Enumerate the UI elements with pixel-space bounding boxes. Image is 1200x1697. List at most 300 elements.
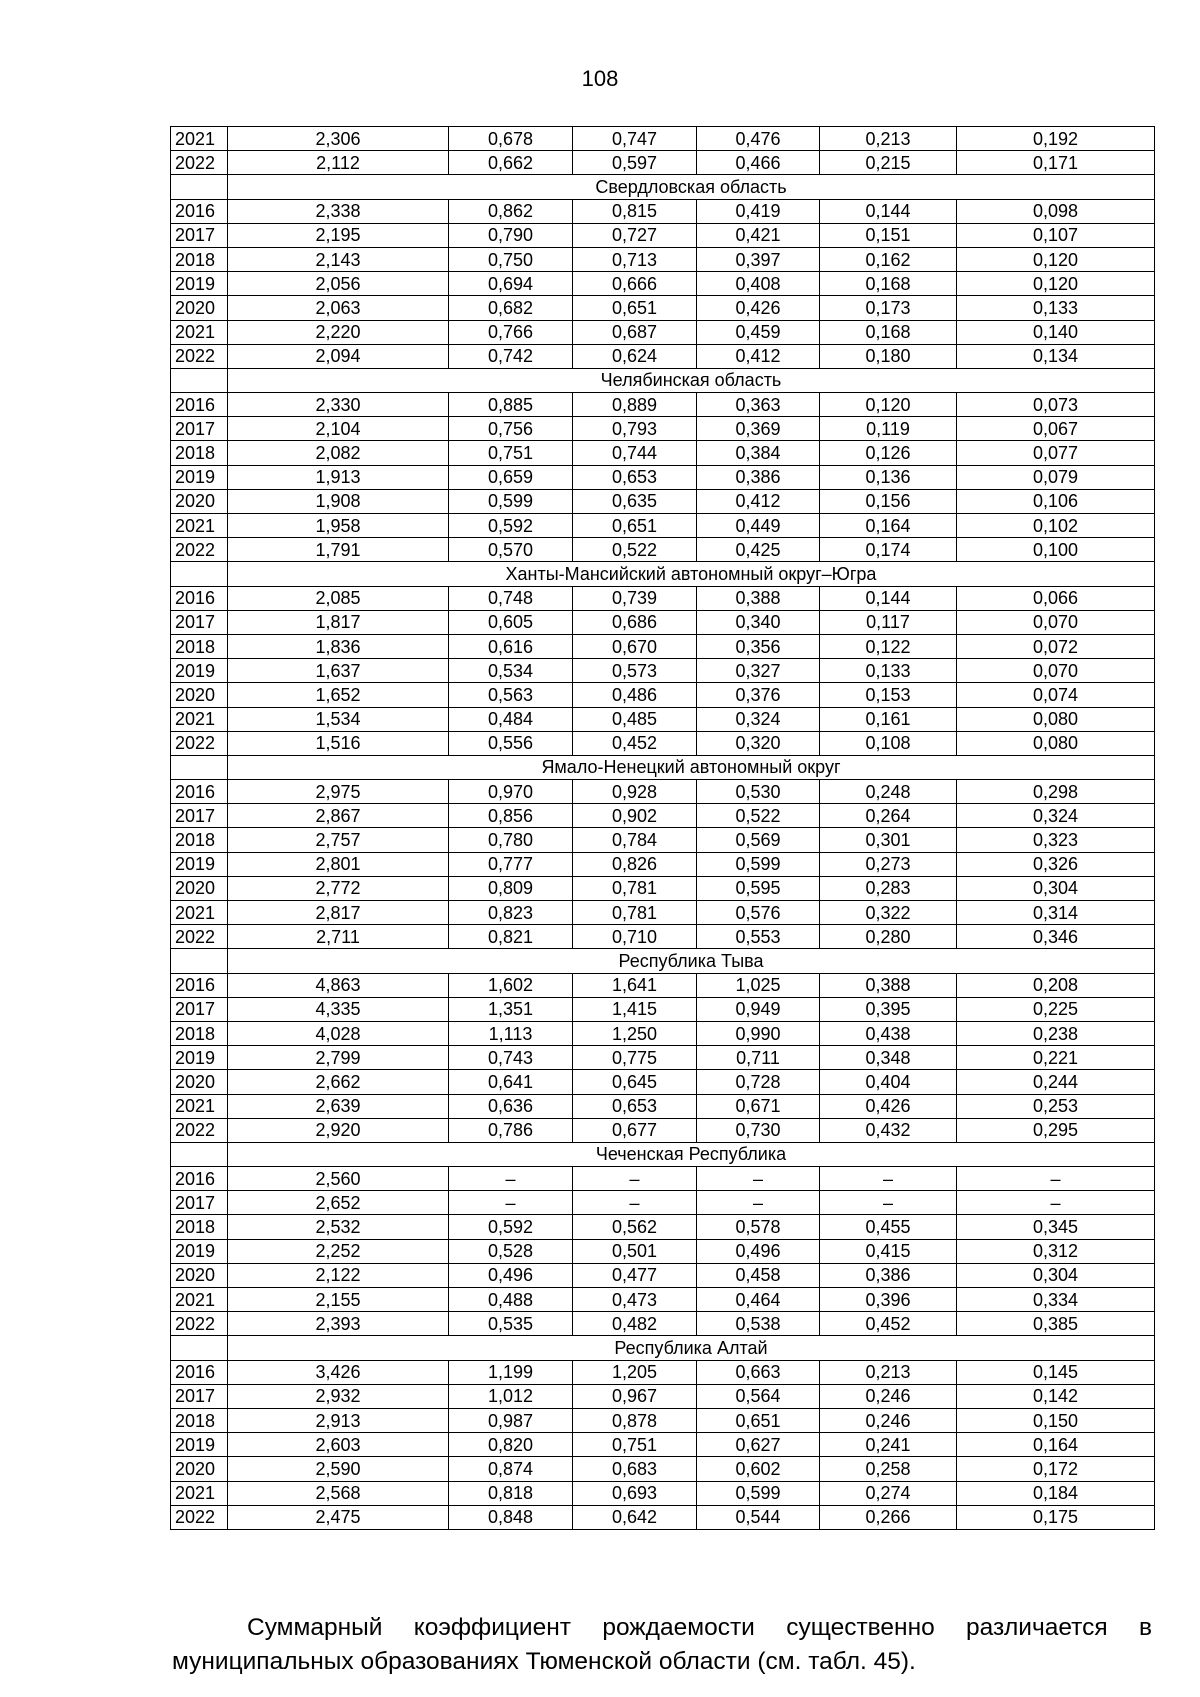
year-cell: 2017 [171,417,228,441]
value-cell: 0,878 [573,1408,697,1432]
year-cell: 2018 [171,1215,228,1239]
table-row [171,1360,1155,1384]
value-cell: 1,637 [228,659,449,683]
section-header-blank-cell [171,949,228,973]
value-cell: 0,151 [820,223,957,247]
value-cell: 0,080 [957,707,1155,731]
table-row [171,1433,1155,1457]
table-row [171,344,1155,368]
year-cell: 2022 [171,1312,228,1336]
value-cell: 0,133 [957,296,1155,320]
value-cell: 0,425 [697,538,820,562]
value-cell: 0,136 [820,465,957,489]
section-title: Республика Тыва [228,949,1155,973]
value-cell: 2,772 [228,876,449,900]
value-cell: 0,743 [449,1046,573,1070]
value-cell: 0,874 [449,1457,573,1481]
value-cell: 0,323 [957,828,1155,852]
value-cell: 0,386 [697,465,820,489]
value-cell: 0,682 [449,296,573,320]
value-cell: 0,385 [957,1312,1155,1336]
section-title: Чеченская Республика [228,1142,1155,1166]
value-cell: 0,122 [820,634,957,658]
value-cell: 0,711 [697,1046,820,1070]
value-cell: 4,863 [228,973,449,997]
value-cell: 0,258 [820,1457,957,1481]
value-cell: 0,766 [449,320,573,344]
value-cell: 4,028 [228,1021,449,1045]
value-cell: 0,573 [573,659,697,683]
value-cell: 0,534 [449,659,573,683]
value-cell: 0,538 [697,1312,820,1336]
value-cell: 0,221 [957,1046,1155,1070]
table-row [171,1070,1155,1094]
table-row [171,393,1155,417]
value-cell: 0,345 [957,1215,1155,1239]
table-row [171,1094,1155,1118]
value-cell: 0,327 [697,659,820,683]
value-cell: 0,171 [957,151,1155,175]
value-cell: 0,175 [957,1505,1155,1529]
value-cell: 0,848 [449,1505,573,1529]
value-cell: 0,120 [957,272,1155,296]
section-header-row [171,175,1155,199]
value-cell: 0,074 [957,683,1155,707]
value-cell: 0,793 [573,417,697,441]
value-cell: 2,220 [228,320,449,344]
value-cell: 0,126 [820,441,957,465]
value-cell: 0,215 [820,151,957,175]
value-cell: 0,686 [573,610,697,634]
table-row [171,1408,1155,1432]
year-cell: 2022 [171,731,228,755]
section-header-row [171,949,1155,973]
table-row [171,1215,1155,1239]
value-cell: 0,107 [957,223,1155,247]
year-cell: 2018 [171,828,228,852]
value-cell: 0,459 [697,320,820,344]
value-cell: 0,818 [449,1481,573,1505]
value-cell: 0,751 [449,441,573,465]
value-cell: 0,605 [449,610,573,634]
year-cell: 2016 [171,1167,228,1191]
value-cell: 2,252 [228,1239,449,1263]
value-cell: 0,106 [957,489,1155,513]
year-cell: 2020 [171,489,228,513]
value-cell: 0,173 [820,296,957,320]
value-cell: 0,455 [820,1215,957,1239]
value-cell: 0,438 [820,1021,957,1045]
value-cell: 0,273 [820,852,957,876]
year-cell: 2022 [171,151,228,175]
value-cell: 1,652 [228,683,449,707]
value-cell: 0,756 [449,417,573,441]
section-header-blank-cell [171,1142,228,1166]
value-cell: 0,889 [573,393,697,417]
year-cell: 2017 [171,1384,228,1408]
value-cell: 2,652 [228,1191,449,1215]
value-cell: – [449,1167,573,1191]
table-row [171,417,1155,441]
page-number: 108 [581,66,619,91]
table-row [171,514,1155,538]
table-body [171,127,1155,1530]
year-cell: 2021 [171,1094,228,1118]
value-cell: 0,386 [820,1263,957,1287]
section-header-row [171,1142,1155,1166]
value-cell: 1,113 [449,1021,573,1045]
section-title: Ханты-Мансийский автономный округ–Югра [228,562,1155,586]
value-cell: 1,351 [449,997,573,1021]
value-cell: 0,320 [697,731,820,755]
year-cell: 2016 [171,780,228,804]
value-cell: 0,150 [957,1408,1155,1432]
table-row [171,296,1155,320]
year-cell: 2016 [171,199,228,223]
value-cell: 0,486 [573,683,697,707]
value-cell: 0,663 [697,1360,820,1384]
year-cell: 2019 [171,852,228,876]
value-cell: 0,477 [573,1263,697,1287]
value-cell: 0,570 [449,538,573,562]
value-cell: 0,970 [449,780,573,804]
value-cell: 0,678 [449,127,573,151]
year-cell: 2020 [171,1457,228,1481]
value-cell: 0,356 [697,634,820,658]
value-cell: 0,120 [820,393,957,417]
value-cell: 0,248 [820,780,957,804]
year-cell: 2019 [171,659,228,683]
value-cell: 0,562 [573,1215,697,1239]
value-cell: 2,711 [228,925,449,949]
table-row [171,1021,1155,1045]
value-cell: 0,426 [697,296,820,320]
year-cell: 2020 [171,1070,228,1094]
value-cell: 0,651 [573,514,697,538]
value-cell: 0,569 [697,828,820,852]
value-cell: 0,408 [697,272,820,296]
value-cell: 0,602 [697,1457,820,1481]
table-row [171,901,1155,925]
value-cell: – [697,1167,820,1191]
value-cell: 0,636 [449,1094,573,1118]
value-cell: – [957,1167,1155,1191]
year-cell: 2019 [171,1433,228,1457]
value-cell: 0,388 [697,586,820,610]
value-cell: 2,143 [228,247,449,271]
value-cell: 0,397 [697,247,820,271]
year-cell: 2016 [171,393,228,417]
value-cell: 0,238 [957,1021,1155,1045]
section-header-blank-cell [171,1336,228,1360]
table-row [171,272,1155,296]
value-cell: 2,913 [228,1408,449,1432]
year-cell: 2017 [171,610,228,634]
value-cell: 0,346 [957,925,1155,949]
section-title: Ямало-Ненецкий автономный округ [228,755,1155,779]
value-cell: 0,253 [957,1094,1155,1118]
value-cell: 0,544 [697,1505,820,1529]
value-cell: – [957,1191,1155,1215]
value-cell: 0,659 [449,465,573,489]
value-cell: 0,744 [573,441,697,465]
year-cell: 2016 [171,973,228,997]
value-cell: 0,133 [820,659,957,683]
value-cell: 0,599 [697,852,820,876]
table-row [171,780,1155,804]
value-cell: 0,464 [697,1288,820,1312]
value-cell: 1,534 [228,707,449,731]
value-cell: 0,653 [573,465,697,489]
value-cell: 0,100 [957,538,1155,562]
value-cell: 1,025 [697,973,820,997]
value-cell: 0,280 [820,925,957,949]
value-cell: 0,426 [820,1094,957,1118]
value-cell: 0,432 [820,1118,957,1142]
value-cell: 0,412 [697,489,820,513]
value-cell: 0,108 [820,731,957,755]
value-cell: – [573,1191,697,1215]
value-cell: 0,208 [957,973,1155,997]
value-cell: 0,750 [449,247,573,271]
value-cell: 0,815 [573,199,697,223]
value-cell: 0,485 [573,707,697,731]
value-cell: 2,603 [228,1433,449,1457]
body-paragraph [172,1611,1152,1679]
year-cell: 2017 [171,1191,228,1215]
value-cell: 0,322 [820,901,957,925]
table-row [171,489,1155,513]
table-row [171,731,1155,755]
value-cell: 0,295 [957,1118,1155,1142]
year-cell: 2022 [171,538,228,562]
value-cell: 0,067 [957,417,1155,441]
value-cell: 0,072 [957,634,1155,658]
value-cell: 0,592 [449,514,573,538]
value-cell: 2,122 [228,1263,449,1287]
value-cell: 1,415 [573,997,697,1021]
value-cell: 0,073 [957,393,1155,417]
value-cell: 0,476 [697,127,820,151]
value-cell: 0,066 [957,586,1155,610]
table-row [171,151,1155,175]
table-row [171,223,1155,247]
value-cell: 0,168 [820,320,957,344]
section-title: Республика Алтай [228,1336,1155,1360]
value-cell: 2,155 [228,1288,449,1312]
value-cell: 0,751 [573,1433,697,1457]
table-row [171,1481,1155,1505]
year-cell: 2021 [171,1288,228,1312]
table-row [171,925,1155,949]
value-cell: 0,484 [449,707,573,731]
value-cell: 0,651 [573,296,697,320]
value-cell: 2,393 [228,1312,449,1336]
value-cell: 0,452 [573,731,697,755]
section-header-blank-cell [171,755,228,779]
table-row [171,852,1155,876]
value-cell: 0,856 [449,804,573,828]
value-cell: 0,244 [957,1070,1155,1094]
year-cell: 2018 [171,247,228,271]
value-cell: 1,199 [449,1360,573,1384]
value-cell: 0,348 [820,1046,957,1070]
table-row [171,828,1155,852]
table-row [171,634,1155,658]
value-cell: 0,683 [573,1457,697,1481]
value-cell: 1,817 [228,610,449,634]
value-cell: 2,085 [228,586,449,610]
value-cell: 0,473 [573,1288,697,1312]
value-cell: 0,728 [697,1070,820,1094]
value-cell: 0,314 [957,901,1155,925]
value-cell: 0,987 [449,1408,573,1432]
value-cell: 0,384 [697,441,820,465]
value-cell: 0,651 [697,1408,820,1432]
table-row [171,199,1155,223]
value-cell: 0,653 [573,1094,697,1118]
year-cell: 2022 [171,1118,228,1142]
value-cell: 0,578 [697,1215,820,1239]
value-cell: 0,117 [820,610,957,634]
value-cell: 0,164 [820,514,957,538]
value-cell: 0,077 [957,441,1155,465]
year-cell: 2022 [171,925,228,949]
value-cell: 2,475 [228,1505,449,1529]
value-cell: 0,326 [957,852,1155,876]
value-cell: 0,595 [697,876,820,900]
table-row [171,876,1155,900]
value-cell: 0,246 [820,1384,957,1408]
value-cell: 0,488 [449,1288,573,1312]
value-cell: 0,694 [449,272,573,296]
value-cell: 0,142 [957,1384,1155,1408]
year-cell: 2019 [171,272,228,296]
year-cell: 2018 [171,1021,228,1045]
year-cell: 2016 [171,1360,228,1384]
value-cell: 0,395 [820,997,957,1021]
value-cell: 0,301 [820,828,957,852]
value-cell: 0,174 [820,538,957,562]
table-row [171,973,1155,997]
value-cell: 0,662 [449,151,573,175]
value-cell: 0,727 [573,223,697,247]
table-row [171,1457,1155,1481]
value-cell: – [820,1167,957,1191]
value-cell: 0,687 [573,320,697,344]
value-cell: 0,098 [957,199,1155,223]
table-row [171,247,1155,271]
section-header-row [171,562,1155,586]
value-cell: 0,419 [697,199,820,223]
year-cell: 2017 [171,223,228,247]
section-header-blank-cell [171,175,228,199]
value-cell: 1,791 [228,538,449,562]
table-row [171,1046,1155,1070]
value-cell: 2,975 [228,780,449,804]
value-cell: 0,627 [697,1433,820,1457]
value-cell: 2,056 [228,272,449,296]
value-cell: 0,528 [449,1239,573,1263]
value-cell: 0,564 [697,1384,820,1408]
value-cell: 0,466 [697,151,820,175]
year-cell: 2019 [171,1046,228,1070]
section-title: Челябинская область [228,368,1155,392]
year-cell: 2020 [171,296,228,320]
value-cell: 0,641 [449,1070,573,1094]
value-cell: 0,144 [820,586,957,610]
value-cell: 0,298 [957,780,1155,804]
value-cell: 3,426 [228,1360,449,1384]
value-cell: 0,821 [449,925,573,949]
value-cell: 2,799 [228,1046,449,1070]
value-cell: 2,817 [228,901,449,925]
table-row [171,1288,1155,1312]
value-cell: 0,334 [957,1288,1155,1312]
value-cell: 0,070 [957,659,1155,683]
year-cell: 2020 [171,683,228,707]
value-cell: 0,080 [957,731,1155,755]
value-cell: 0,369 [697,417,820,441]
value-cell: 1,908 [228,489,449,513]
value-cell: 0,928 [573,780,697,804]
value-cell: 1,516 [228,731,449,755]
value-cell: 0,140 [957,320,1155,344]
value-cell: 0,168 [820,272,957,296]
value-cell: 0,990 [697,1021,820,1045]
table-row [171,538,1155,562]
table-row [171,441,1155,465]
value-cell: 2,104 [228,417,449,441]
value-cell: 1,012 [449,1384,573,1408]
value-cell: 0,823 [449,901,573,925]
table-row [171,1191,1155,1215]
value-cell: 0,241 [820,1433,957,1457]
value-cell: 0,553 [697,925,820,949]
value-cell: 0,449 [697,514,820,538]
year-cell: 2021 [171,1481,228,1505]
value-cell: 0,592 [449,1215,573,1239]
value-cell: 0,496 [697,1239,820,1263]
value-cell: 0,134 [957,344,1155,368]
value-cell: 0,192 [957,127,1155,151]
value-cell: 0,786 [449,1118,573,1142]
value-cell: 2,639 [228,1094,449,1118]
value-cell: 0,180 [820,344,957,368]
year-cell: 2019 [171,1239,228,1263]
value-cell: – [820,1191,957,1215]
value-cell: 0,324 [957,804,1155,828]
value-cell: 2,338 [228,199,449,223]
table-row [171,1384,1155,1408]
value-cell: 0,556 [449,731,573,755]
value-cell: 0,312 [957,1239,1155,1263]
section-header-row [171,1336,1155,1360]
value-cell: 0,522 [573,538,697,562]
table-row [171,1167,1155,1191]
value-cell: 0,671 [697,1094,820,1118]
value-cell: 0,482 [573,1312,697,1336]
value-cell: 0,172 [957,1457,1155,1481]
value-cell: 2,801 [228,852,449,876]
value-cell: 0,530 [697,780,820,804]
value-cell: 0,153 [820,683,957,707]
year-cell: 2018 [171,1408,228,1432]
value-cell: 0,119 [820,417,957,441]
value-cell: – [697,1191,820,1215]
year-cell: 2021 [171,707,228,731]
year-cell: 2020 [171,876,228,900]
